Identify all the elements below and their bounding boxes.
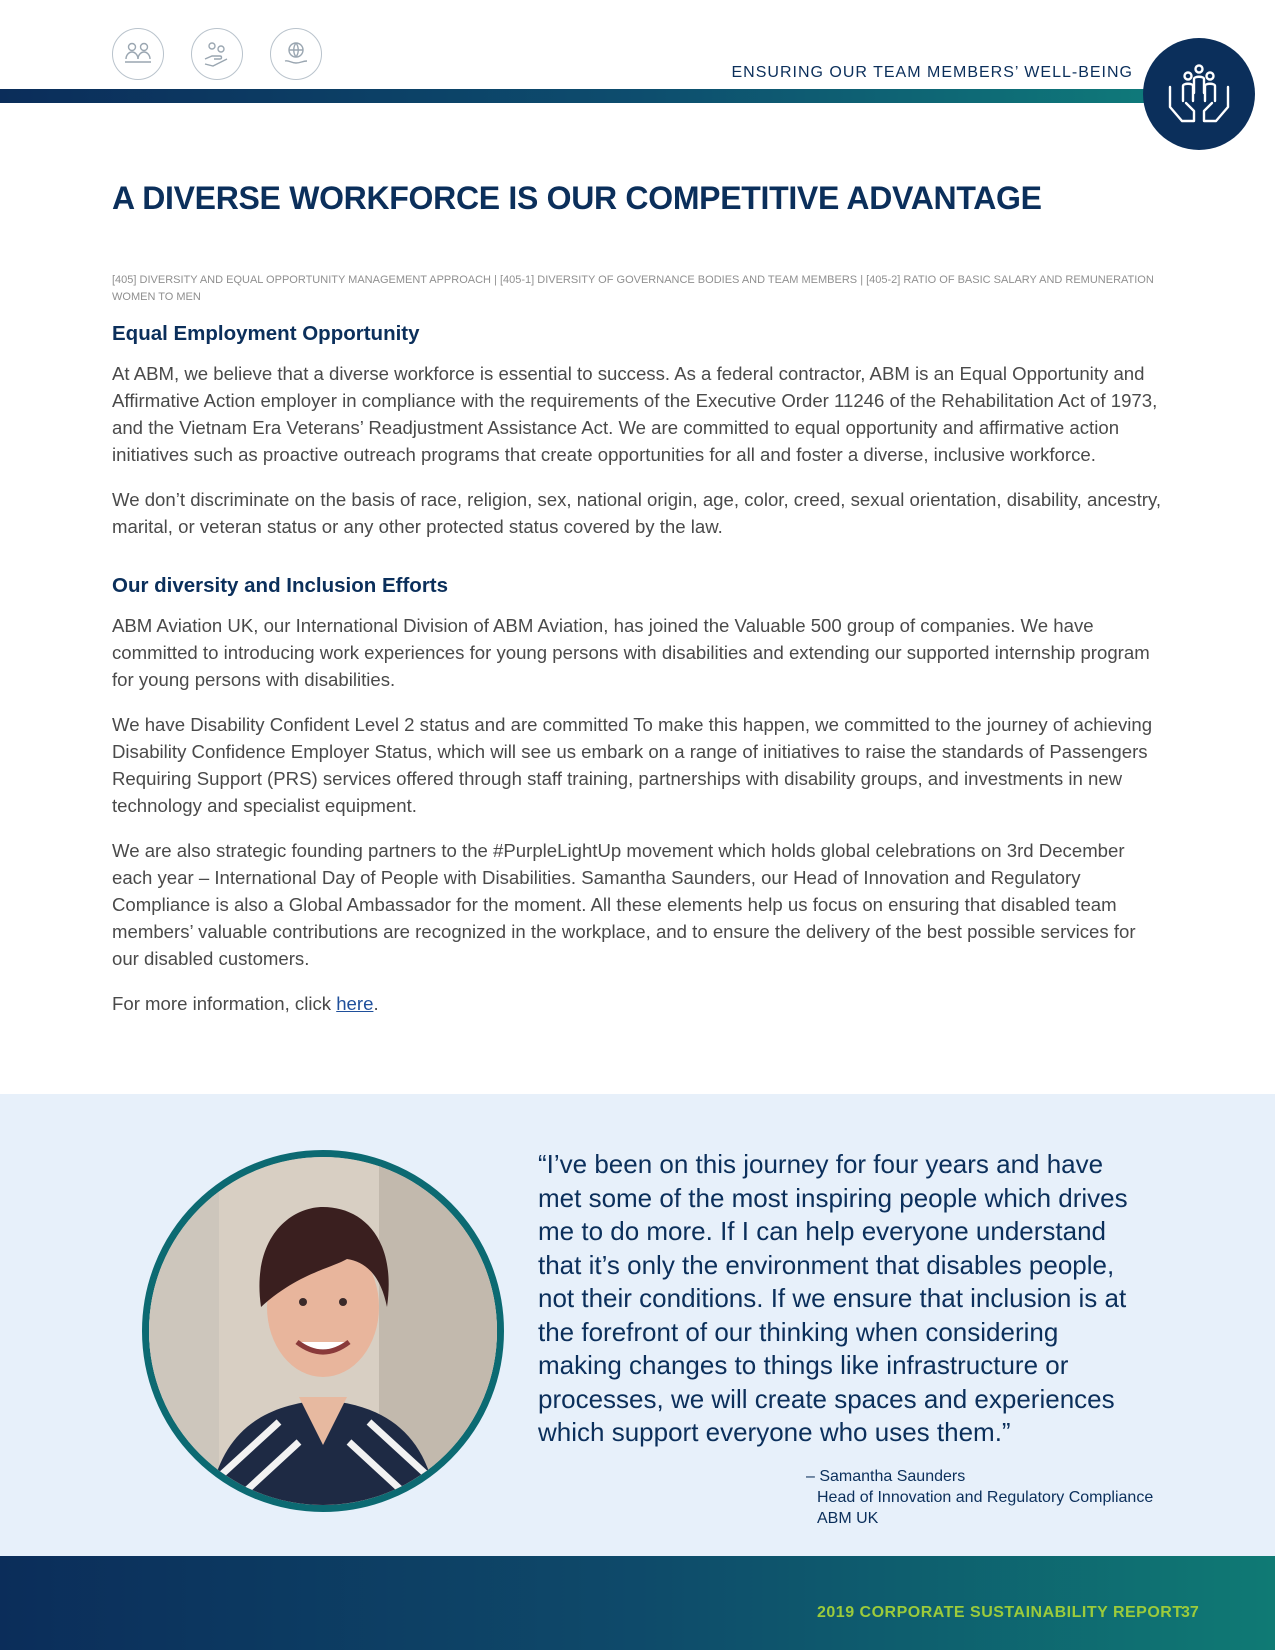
paragraph: We have Disability Confident Level 2 status and are committed To make this happen, we committed to the journey of achieving Disability Confidence Employer Status, which will see us embark on a range of initiatives to raise the standards of Passengers Requiring Support (PRS) services offered through staff training, partnerships with disability groups, and investments in new technology and specialist equipment.: [112, 714, 1153, 816]
testimonial-quote: “I’ve been on this journey for four years and have met some of the most inspiring people which drives me to do more. If I can help everyone understand that it’s only the environment that disables people, not their conditions. If we ensure that inclusion is at the forefront of our thinking when considering making changes to things like infrastructure or processes, we will create spaces and experiences which support everyone who uses them.”: [538, 1149, 1128, 1447]
more-info-line: [112, 990, 1162, 1017]
header-bar: [0, 89, 1160, 103]
footer-bar: [0, 1556, 1275, 1650]
section-heading-equal-opportunity: Equal Employment Opportunity: [112, 322, 420, 345]
page-number: 37: [1181, 1604, 1199, 1621]
section-heading-diversity-inclusion: Our diversity and Inclusion Efforts: [112, 574, 449, 597]
paragraph: We are also strategic founding partners to the #PurpleLightUp movement which holds global celebrations on 3rd December each year – International Day of People with Disabilities. Samantha Saunders, our Head of Innovation and Regulatory Compliance is also a Global Ambassador for the moment. All these elements help us focus on ensuring that disabled team members’ valuable contributions are recognized in the workplace, and to ensure the delivery of the best possible services for our disabled customers.: [112, 840, 1136, 969]
hand-coins-icon[interactable]: [191, 28, 243, 80]
section-label: ENSURING OUR TEAM MEMBERS’ WELL-BEING: [731, 64, 1133, 81]
attribution-org: ABM UK: [817, 1510, 879, 1527]
page-title: A DIVERSE WORKFORCE IS OUR COMPETITIVE ADVANTAGE: [112, 180, 1042, 216]
hands-people-icon: [1143, 38, 1255, 150]
category-icons: [112, 28, 322, 80]
gri-references: [405] DIVERSITY AND EQUAL OPPORTUNITY MANAGEMENT APPROACH | [405-1] DIVERSITY OF GOVERNANCE BODIES AND TEAM MEMBERS | [405-2] RATIO OF BASIC SALARY AND REMUNERATION WOMEN TO MEN: [112, 274, 1154, 303]
paragraph: ABM Aviation UK, our International Division of ABM Aviation, has joined the Valuable 500 group of companies. We have committed to introducing work experiences for young persons with disabilities and extending our supported internship program for young persons with disabilities.: [112, 615, 1150, 690]
paragraph: We don’t discriminate on the basis of race, religion, sex, national origin, age, color, creed, sexual orientation, disability, ancestry, marital, or veteran status or any other protected status covered by the law.: [112, 489, 1162, 537]
more-info-suffix: .: [373, 993, 379, 1014]
attribution-title: Head of Innovation and Regulatory Compliance: [817, 1489, 1154, 1506]
report-title: 2019 CORPORATE SUSTAINABILITY REPORT: [817, 1604, 1183, 1621]
quote-attribution: [806, 1466, 1153, 1529]
main-content: [112, 322, 1162, 1035]
portrait-photo: [142, 1150, 504, 1512]
globe-hand-icon[interactable]: [270, 28, 322, 80]
more-info-link[interactable]: here: [336, 993, 374, 1014]
quote-section: [0, 1094, 1275, 1556]
paragraph: At ABM, we believe that a diverse workforce is essential to success. As a federal contractor, ABM is an Equal Opportunity and Affirmative Action employer in compliance with the requirements of the Executive Order 11246 of the Rehabilitation Act of 1973, and the Vietnam Era Veterans’ Readjustment Assistance Act. We are committed to equal opportunity and affirmative action initiatives such as proactive outreach programs that create opportunities for all and foster a diverse, inclusive workforce.: [112, 363, 1158, 465]
more-info-prefix: For more information, click: [112, 993, 337, 1014]
attribution-name: – Samantha Saunders: [806, 1468, 966, 1485]
people-care-icon[interactable]: [112, 28, 164, 80]
